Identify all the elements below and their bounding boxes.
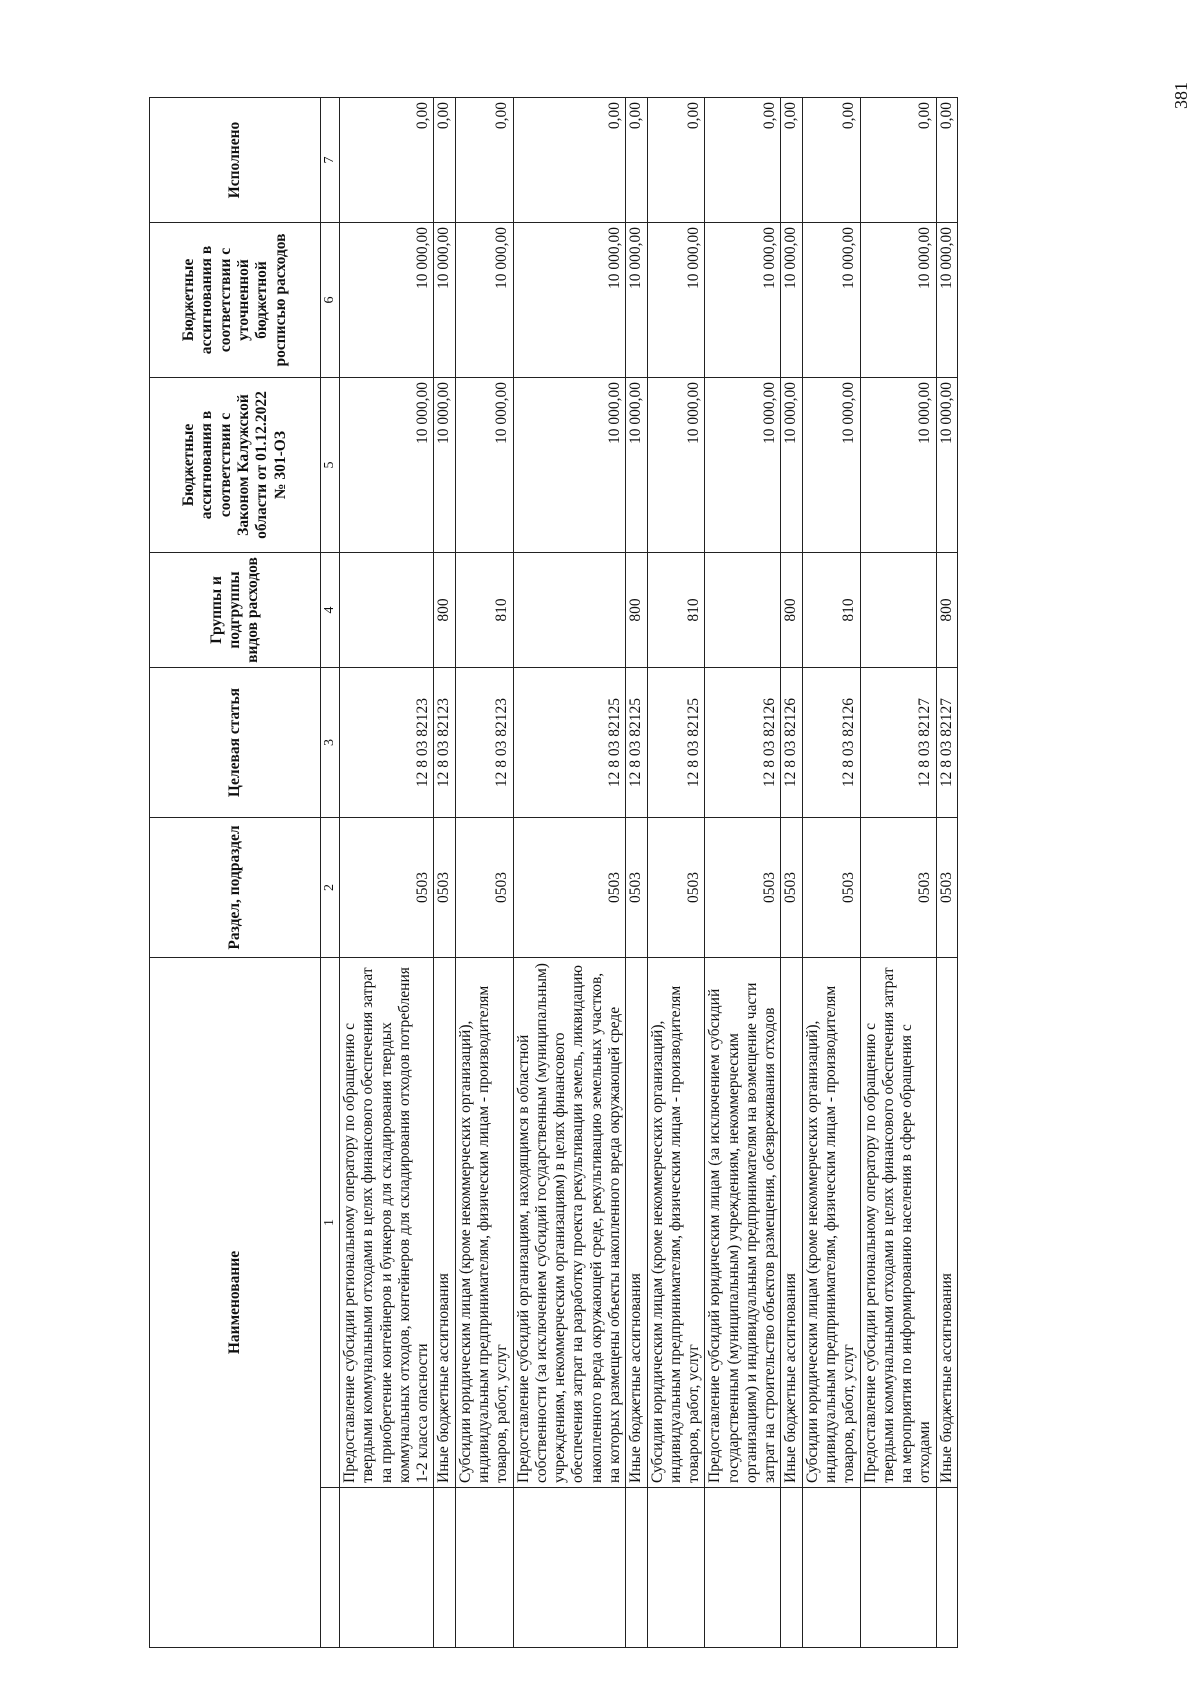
row-law-amount: 10 000,00 <box>513 378 626 553</box>
table-row <box>626 98 647 1648</box>
row-article: 12 8 03 82127 <box>936 668 957 818</box>
num-5: 5 <box>321 378 340 553</box>
row-group: 800 <box>781 553 802 668</box>
row-group: 810 <box>455 553 513 668</box>
num-4: 4 <box>321 553 340 668</box>
row-law-amount: 10 000,00 <box>936 378 957 553</box>
row-name: Предоставление субсидий организациям, находящимся в областной собственности (за исключением субсидий государственным (муниципальным) учреждениям, некоммерческим организациям) в целях финансового обеспечения затрат на разработку проекта рекультивации земель, ликвидацию накопленного вреда окружающей среде, рекультивацию земельных участков, на которых размещены объекты накопленного вреда окружающей среде <box>513 958 626 1488</box>
header-executed: Исполнено <box>150 98 321 223</box>
row-revised-amount: 10 000,00 <box>626 223 647 378</box>
blank-cell <box>513 1488 626 1648</box>
row-revised-amount: 10 000,00 <box>860 223 936 378</box>
row-section: 0503 <box>513 818 626 958</box>
row-law-amount: 10 000,00 <box>802 378 860 553</box>
row-section: 0503 <box>860 818 936 958</box>
header-article: Целевая статья <box>150 668 321 818</box>
row-law-amount: 10 000,00 <box>434 378 455 553</box>
row-name: Субсидии юридическим лицам (кроме некоммерческих организаций), индивидуальным предпринимателям, физическим лицам - производителям товаров, работ, услуг <box>647 958 705 1488</box>
row-name: Субсидии юридическим лицам (кроме некоммерческих организаций), индивидуальным предпринимателям, физическим лицам - производителям товаров, работ, услуг <box>455 958 513 1488</box>
num-blank <box>321 1488 340 1648</box>
row-section: 0503 <box>434 818 455 958</box>
row-law-amount: 10 000,00 <box>705 378 781 553</box>
row-group <box>705 553 781 668</box>
blank-cell <box>936 1488 957 1648</box>
budget-table <box>149 97 958 1648</box>
row-article: 12 8 03 82125 <box>626 668 647 818</box>
row-group: 800 <box>936 553 957 668</box>
row-law-amount: 10 000,00 <box>340 378 434 553</box>
column-number-row <box>321 98 340 1648</box>
table-row <box>705 98 781 1648</box>
row-revised-amount: 10 000,00 <box>647 223 705 378</box>
row-executed-amount: 0,00 <box>455 98 513 223</box>
row-group <box>340 553 434 668</box>
row-revised-amount: 10 000,00 <box>455 223 513 378</box>
row-executed-amount: 0,00 <box>513 98 626 223</box>
row-name: Предоставление субсидии региональному оператору по обращению с твердыми коммунальными отходами в целях финансового обеспечения затрат на приобретение контейнеров и бункеров для складирования твердых коммунальных отходов, контейнеров для складирования отходов потребления 1-2 класса опасности <box>340 958 434 1488</box>
num-3: 3 <box>321 668 340 818</box>
row-executed-amount: 0,00 <box>936 98 957 223</box>
blank-cell <box>802 1488 860 1648</box>
table-row <box>340 98 434 1648</box>
row-name: Иные бюджетные ассигнования <box>434 958 455 1488</box>
row-article: 12 8 03 82127 <box>860 668 936 818</box>
table-row <box>455 98 513 1648</box>
num-6: 6 <box>321 223 340 378</box>
row-section: 0503 <box>340 818 434 958</box>
row-name: Предоставление субсидий юридическим лицам (за исключением субсидий государственным (муниципальным) учреждениям, некоммерческим организациям) и индивидуальным предпринимателям на возмещение части затрат на строительство объектов размещения, обезвреживания отходов <box>705 958 781 1488</box>
row-name: Предоставление субсидии региональному оператору по обращению с твердыми коммунальными отходами в целях финансового обеспечения затрат на мероприятия по информированию населения в сфере обращения с отходами <box>860 958 936 1488</box>
page-number: 381 <box>1171 82 1191 109</box>
row-section: 0503 <box>781 818 802 958</box>
row-revised-amount: 10 000,00 <box>802 223 860 378</box>
table-row <box>802 98 860 1648</box>
table-row <box>513 98 626 1648</box>
blank-cell <box>781 1488 802 1648</box>
blank-cell <box>455 1488 513 1648</box>
row-name: Субсидии юридическим лицам (кроме некоммерческих организаций), индивидуальным предпринимателям, физическим лицам - производителям товаров, работ, услуг <box>802 958 860 1488</box>
row-name: Иные бюджетные ассигнования <box>626 958 647 1488</box>
table-row <box>647 98 705 1648</box>
num-2: 2 <box>321 818 340 958</box>
row-revised-amount: 10 000,00 <box>936 223 957 378</box>
row-law-amount: 10 000,00 <box>860 378 936 553</box>
row-section: 0503 <box>936 818 957 958</box>
row-article: 12 8 03 82126 <box>781 668 802 818</box>
blank-cell <box>705 1488 781 1648</box>
blank-cell <box>626 1488 647 1648</box>
table-row <box>860 98 936 1648</box>
row-law-amount: 10 000,00 <box>647 378 705 553</box>
row-group <box>513 553 626 668</box>
num-1: 1 <box>321 958 340 1488</box>
blank-cell <box>340 1488 434 1648</box>
blank-cell <box>434 1488 455 1648</box>
row-revised-amount: 10 000,00 <box>705 223 781 378</box>
header-section: Раздел, подраздел <box>150 818 321 958</box>
row-section: 0503 <box>626 818 647 958</box>
row-revised-amount: 10 000,00 <box>781 223 802 378</box>
row-executed-amount: 0,00 <box>340 98 434 223</box>
row-law-amount: 10 000,00 <box>455 378 513 553</box>
blank-cell <box>860 1488 936 1648</box>
header-name: Наименование <box>150 958 321 1648</box>
row-group: 810 <box>647 553 705 668</box>
num-7: 7 <box>321 98 340 223</box>
document-page <box>149 98 1089 1648</box>
row-section: 0503 <box>705 818 781 958</box>
row-section: 0503 <box>802 818 860 958</box>
row-revised-amount: 10 000,00 <box>513 223 626 378</box>
row-section: 0503 <box>647 818 705 958</box>
row-article: 12 8 03 82123 <box>434 668 455 818</box>
row-executed-amount: 0,00 <box>860 98 936 223</box>
row-executed-amount: 0,00 <box>781 98 802 223</box>
blank-cell <box>647 1488 705 1648</box>
row-revised-amount: 10 000,00 <box>340 223 434 378</box>
header-law: Бюджетные ассигнования в соответствии с Законом Калужской области от 01.12.2022 № 301-ОЗ <box>150 378 321 553</box>
row-article: 12 8 03 82125 <box>647 668 705 818</box>
table-row <box>781 98 802 1648</box>
row-section: 0503 <box>455 818 513 958</box>
row-article: 12 8 03 82126 <box>802 668 860 818</box>
row-executed-amount: 0,00 <box>705 98 781 223</box>
row-group <box>860 553 936 668</box>
row-executed-amount: 0,00 <box>434 98 455 223</box>
header-revised: Бюджетные ассигнования в соответствии с уточненной бюджетной росписью расходов <box>150 223 321 378</box>
row-name: Иные бюджетные ассигнования <box>781 958 802 1488</box>
row-article: 12 8 03 82123 <box>340 668 434 818</box>
row-executed-amount: 0,00 <box>802 98 860 223</box>
row-article: 12 8 03 82126 <box>705 668 781 818</box>
table-header-row <box>150 98 321 1648</box>
row-group: 800 <box>434 553 455 668</box>
row-name: Иные бюджетные ассигнования <box>936 958 957 1488</box>
row-law-amount: 10 000,00 <box>781 378 802 553</box>
table-row <box>434 98 455 1648</box>
row-executed-amount: 0,00 <box>647 98 705 223</box>
row-revised-amount: 10 000,00 <box>434 223 455 378</box>
header-group: Группы и подгруппы видов расходов <box>150 553 321 668</box>
row-group: 810 <box>802 553 860 668</box>
row-group: 800 <box>626 553 647 668</box>
row-executed-amount: 0,00 <box>626 98 647 223</box>
row-article: 12 8 03 82125 <box>513 668 626 818</box>
row-law-amount: 10 000,00 <box>626 378 647 553</box>
table-row <box>936 98 957 1648</box>
row-article: 12 8 03 82123 <box>455 668 513 818</box>
